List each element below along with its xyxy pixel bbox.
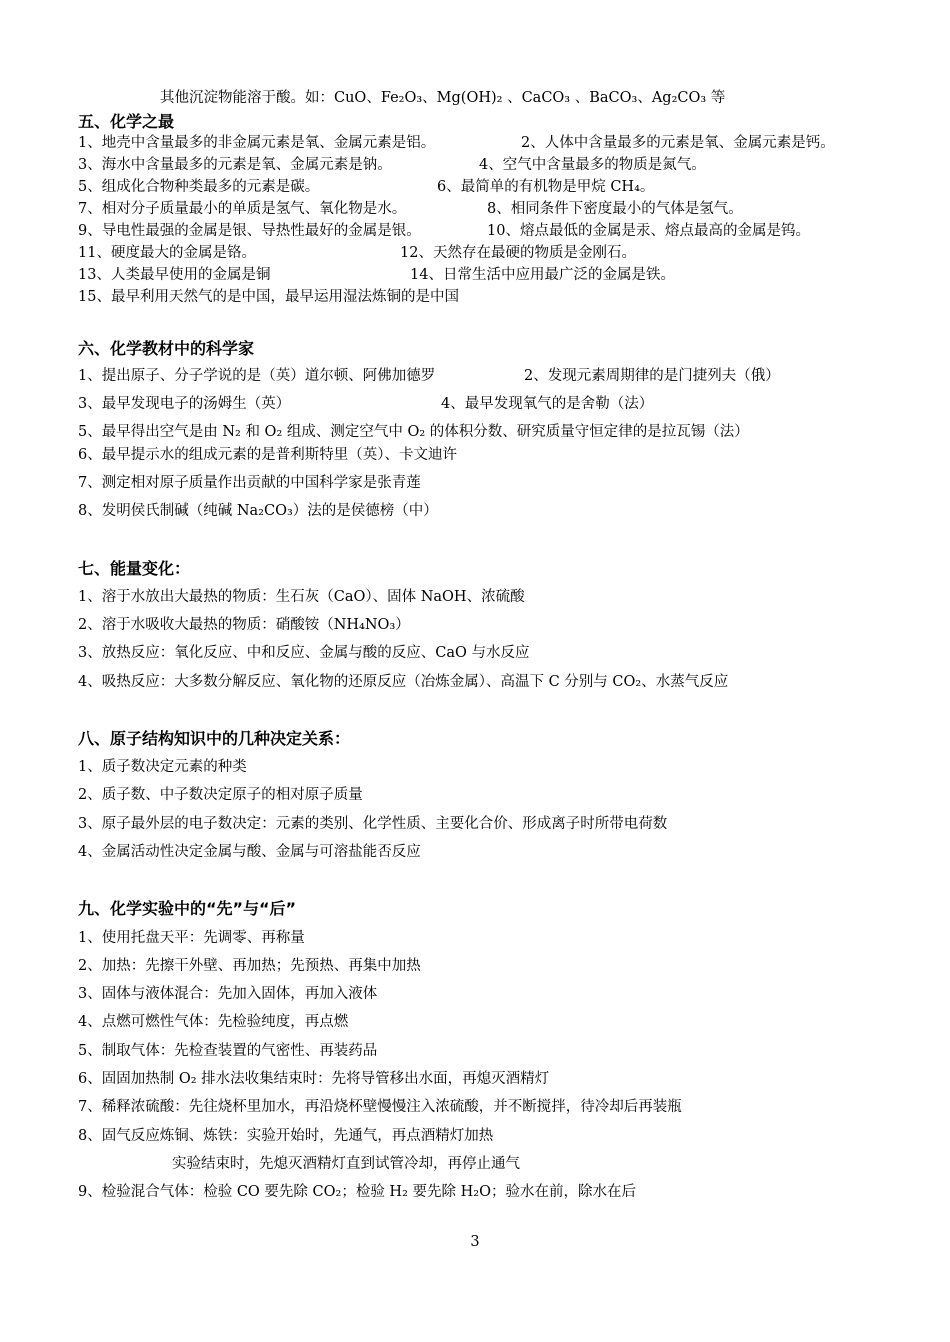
s6-item-4: 4、最早发现氧气的是舍勒（法） — [441, 396, 654, 412]
s6-item-3: 3、最早发现电子的汤姆生（英） — [78, 396, 291, 412]
s9-item-2: 2、加热：先擦干外壁、再加热；先预热、再集中加热 — [78, 958, 421, 974]
section-7-title: 七、能量变化： — [78, 559, 191, 578]
section-9-title: 九、化学实验中的“先”与“后” — [78, 899, 297, 918]
s5-item-10: 10、熔点最低的金属是汞、熔点最高的金属是钨。 — [487, 223, 810, 239]
s9-item-4: 4、点燃可燃性气体：先检验纯度，再点燃 — [78, 1014, 349, 1030]
s5-item-6: 6、最简单的有机物是甲烷 CH₄。 — [437, 179, 655, 195]
s9-item-6: 6、固固加热制 O₂ 排水法收集结束时：先将导管移出水面，再熄灭酒精灯 — [78, 1071, 550, 1087]
s8-item-2: 2、质子数、中子数决定原子的相对原子质量 — [78, 787, 363, 803]
s5-item-13: 13、人类最早使用的金属是铜 — [78, 267, 271, 283]
s5-item-8: 8、相同条件下密度最小的气体是氢气。 — [487, 201, 743, 217]
s5-item-4: 4、空气中含量最多的物质是氮气。 — [479, 157, 706, 173]
s5-item-12: 12、天然存在最硬的物质是金刚石。 — [400, 245, 636, 261]
s9-item-8-continued: 实验结束时，先熄灭酒精灯直到试管冷却，再停止通气 — [172, 1156, 520, 1172]
s8-item-1: 1、质子数决定元素的种类 — [78, 759, 247, 775]
s7-item-2: 2、溶于水吸收大最热的物质：硝酸铵（NH₄NO₃） — [78, 617, 410, 633]
section-5-title: 五、化学之最 — [78, 112, 175, 131]
s5-item-3: 3、海水中含量最多的元素是氧、金属元素是钠。 — [78, 157, 392, 173]
s7-item-4: 4、吸热反应：大多数分解反应、氧化物的还原反应（冶炼金属）、高温下 C 分别与 CO₂、水蒸气反应 — [78, 674, 729, 690]
s6-item-5: 5、最早得出空气是由 N₂ 和 O₂ 组成、测定空气中 O₂ 的体积分数、研究质量守恒定律的是拉瓦锡（法） — [78, 424, 749, 440]
section-6-title: 六、化学教材中的科学家 — [78, 339, 255, 358]
s9-item-1: 1、使用托盘天平：先调零、再称量 — [78, 930, 305, 946]
s7-item-3: 3、放热反应：氧化反应、中和反应、金属与酸的反应、CaO 与水反应 — [78, 645, 530, 661]
s9-item-9: 9、检验混合气体：检验 CO 要先除 CO₂；检验 H₂ 要先除 H₂O；验水在前，除水在后 — [78, 1184, 636, 1200]
s5-item-7: 7、相对分子质量最小的单质是氢气、氧化物是水。 — [78, 201, 407, 217]
s8-item-3: 3、原子最外层的电子数决定：元素的类别、化学性质、主要化合价、形成离子时所带电荷数 — [78, 816, 668, 832]
section-8-title: 八、原子结构知识中的几种决定关系： — [78, 729, 351, 748]
s6-item-1: 1、提出原子、分子学说的是（英）道尔顿、阿佛加德罗 — [78, 368, 436, 384]
s9-item-3: 3、固体与液体混合：先加入固体，再加入液体 — [78, 986, 378, 1002]
page-number: 3 — [470, 1234, 480, 1250]
s5-item-1: 1、地壳中含量最多的非金属元素是氧、金属元素是铝。 — [78, 135, 436, 151]
s5-item-11: 11、硬度最大的金属是铬。 — [78, 245, 256, 261]
s7-item-1: 1、溶于水放出大最热的物质：生石灰（CaO）、固体 NaOH、浓硫酸 — [78, 589, 525, 605]
s6-item-2: 2、发现元素周期律的是门捷列夫（俄） — [524, 368, 780, 384]
s6-item-6: 6、最早提示水的组成元素的是普利斯特里（英）、卡文迪许 — [78, 447, 457, 463]
s5-item-9: 9、导电性最强的金属是银、导热性最好的金属是银。 — [78, 223, 421, 239]
s9-item-7: 7、稀释浓硫酸：先往烧杯里加水，再沿烧杯壁慢慢注入浓硫酸，并不断搅拌，待冷却后再装瓶 — [78, 1099, 682, 1115]
s5-item-15: 15、最早利用天然气的是中国，最早运用湿法炼铜的是中国 — [78, 289, 459, 305]
intro-line: 其他沉淀物能溶于酸。如：CuO、Fe₂O₃、Mg(OH)₂ 、CaCO₃ 、BaCO₃、Ag₂CO₃ 等 — [160, 90, 726, 106]
s8-item-4: 4、金属活动性决定金属与酸、金属与可溶盐能否反应 — [78, 844, 421, 860]
s9-item-8: 8、固气反应炼铜、炼铁：实验开始时，先通气，再点酒精灯加热 — [78, 1128, 494, 1144]
s6-item-7: 7、测定相对原子质量作出贡献的中国科学家是张青莲 — [78, 475, 421, 491]
s9-item-5: 5、制取气体：先检查装置的气密性、再装药品 — [78, 1043, 378, 1059]
s5-item-5: 5、组成化合物种类最多的元素是碳。 — [78, 179, 320, 195]
s5-item-14: 14、日常生活中应用最广泛的金属是铁。 — [410, 267, 675, 283]
s6-item-8: 8、发明侯氏制碱（纯碱 Na₂CO₃）法的是侯德榜（中） — [78, 503, 438, 519]
s5-item-2: 2、人体中含量最多的元素是氧、金属元素是钙。 — [521, 135, 835, 151]
